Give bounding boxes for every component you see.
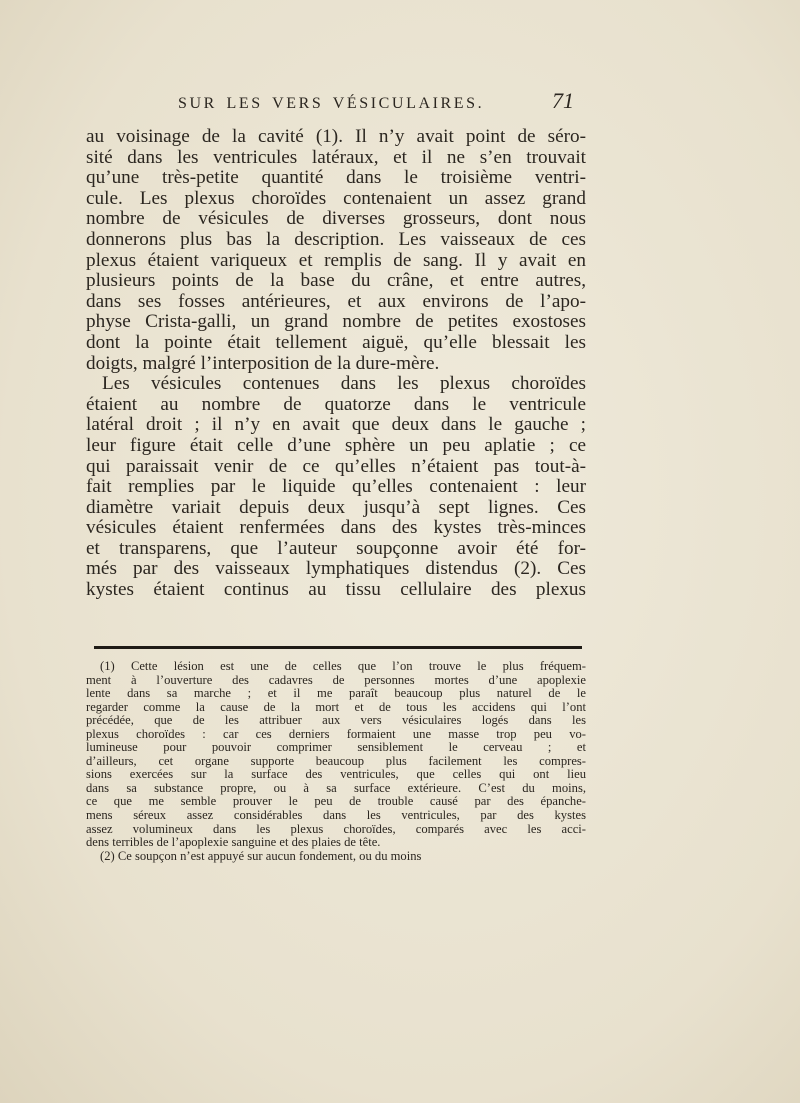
- page-number: 71: [552, 88, 574, 113]
- text-line: au voisinage de la cavité (1). Il n’y avait point de séro-: [86, 126, 586, 147]
- text-line: sité dans les ventricules latéraux, et il ne s’en trouvait: [86, 146, 586, 168]
- footnote-line: assez volumineux dans les plexus choroïdes, comparés avec les acci-: [86, 821, 586, 836]
- footnote-line: lente dans sa marche ; et il me paraît beaucoup plus naturel de le: [86, 686, 586, 701]
- text-line: cule. Les plexus choroïdes contenaient un assez grand: [86, 187, 586, 209]
- footnote-line: mens séreux assez considérables dans les ventricules, par des kystes: [86, 808, 586, 823]
- footnote-line: précédée, que de les attribuer aux vers vésiculaires logés dans les: [86, 713, 586, 728]
- footnote-line: regarder comme la cause de la mort et de tous les accidens qui l’ont: [86, 699, 586, 714]
- text-line: qu’une très-petite quantité dans le troisième ventri-: [86, 167, 586, 189]
- text-line: kystes étaient continus au tissu cellulaire des plexus: [86, 579, 586, 601]
- footnotes: [86, 660, 586, 863]
- text-line: physe Crista-galli, un grand nombre de petites exostoses: [86, 311, 586, 333]
- text-line: plusieurs points de la base du crâne, et entre autres,: [86, 270, 586, 292]
- text-line: latéral droit ; il n’y en avait que deux dans le gauche ;: [86, 414, 586, 436]
- footnote-line: lumineuse pour pouvoir comprimer sensiblement le cerveau ; et: [86, 740, 586, 755]
- text-line: donnerons plus bas la description. Les vaisseaux de ces: [86, 228, 586, 250]
- footnote-line: plexus choroïdes : car ces derniers formaient une masse trop peu vo-: [86, 726, 586, 741]
- text-line: doigts, malgré l’interposition de la dure-mère.: [86, 352, 440, 374]
- footnote-line: ce que me semble prouver le peu de trouble causé par des épanche-: [86, 794, 586, 809]
- text-line: més par des vaisseaux lymphatiques distendus (2). Ces: [86, 558, 586, 580]
- text-line: diamètre variait depuis deux jusqu’à sept lignes. Ces: [86, 496, 586, 518]
- text-line: leur figure était celle d’une sphère un peu aplatie ; ce: [86, 434, 586, 456]
- text-line: qui paraissait venir de ce qu’elles n’étaient pas tout-à-: [86, 455, 586, 477]
- text-line: et transparens, que l’auteur soupçonne avoir été for-: [86, 537, 586, 559]
- text-line: dont la pointe était tellement aiguë, qu’elle blessait les: [86, 331, 586, 353]
- footnote-line: sions exercées sur la surface des ventricules, que celles qui ont lieu: [86, 767, 586, 782]
- page-header: [178, 88, 574, 114]
- main-text: [86, 127, 586, 601]
- text-line: Les vésicules contenues dans les plexus choroïdes: [102, 373, 586, 395]
- text-line: étaient au nombre de quatorze dans le ventricule: [86, 393, 586, 415]
- text-line: vésicules étaient renfermées dans des kystes très-minces: [86, 517, 586, 539]
- text-line: dans ses fosses antérieures, et aux environs de l’apo-: [86, 290, 586, 312]
- text-line: fait remplies par le liquide qu’elles contenaient : leur: [86, 476, 586, 498]
- footnote-line: ment à l’ouverture des cadavres de personnes mortes d’une apoplexie: [86, 672, 586, 687]
- footnote-line: (1) Cette lésion est une de celles que l’on trouve le plus fréquem-: [100, 659, 586, 673]
- footnote-line: dans sa substance propre, ou à sa surface extérieure. C’est du moins,: [86, 780, 586, 795]
- text-line: plexus étaient variqueux et remplis de sang. Il y avait en: [86, 249, 586, 271]
- footnote-separator: [94, 646, 582, 649]
- footnote-line: d’ailleurs, cet organe supporte beaucoup plus facilement les compres-: [86, 753, 586, 768]
- footnote-line: (2) Ce soupçon n’est appuyé sur aucun fondement, ou du moins: [100, 848, 422, 863]
- text-line: nombre de vésicules de diverses grosseurs, dont nous: [86, 208, 586, 230]
- running-title: SUR LES VERS VÉSICULAIRES.: [178, 95, 485, 112]
- footnote-line: dens terribles de l’apoplexie sanguine et des plaies de tête.: [86, 835, 381, 850]
